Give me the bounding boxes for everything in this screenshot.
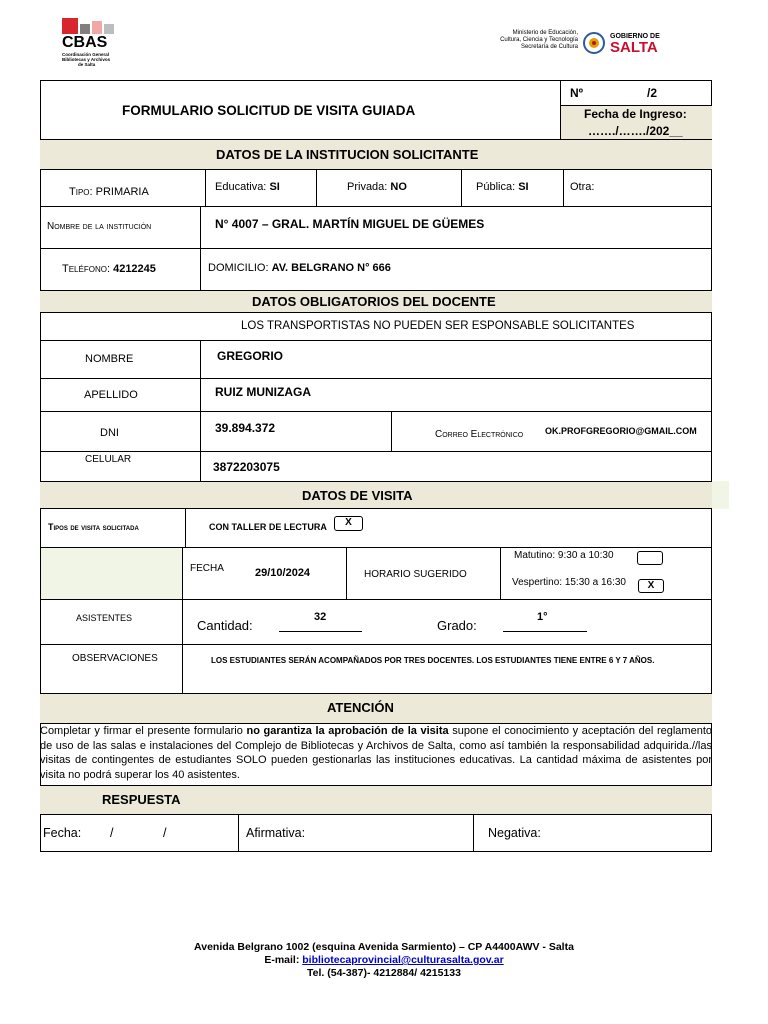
nombre-label: NOMBRE — [85, 353, 134, 365]
observaciones-value[interactable]: LOS ESTUDIANTES SERÁN ACOMPAÑADOS POR TRES DOCENTES. LOS ESTUDIANTES TIENE ENTRE 6 Y 7 AÑOS. — [211, 656, 655, 665]
cbas-subtitle-1: Coordinación General — [62, 52, 110, 57]
section-respuesta-title: RESPUESTA — [102, 792, 181, 807]
matutino-checkbox[interactable] — [637, 551, 663, 565]
apellido-label: APELLIDO — [84, 389, 138, 401]
horario-label: HORARIO SUGERIDO — [364, 569, 467, 580]
vespertino-label: Vespertino: 15:30 a 16:30 — [512, 577, 626, 588]
fecha-value[interactable]: 29/10/2024 — [255, 567, 311, 579]
cbas-logo — [62, 18, 122, 68]
asistentes-label: ASISTENTES — [76, 613, 133, 623]
telefono-field[interactable]: Teléfono: 4212245 — [62, 263, 156, 275]
privada-field[interactable]: Privada: NO — [347, 181, 407, 193]
publica-field[interactable]: Pública: SI — [476, 181, 529, 193]
footer-email-line: E-mail: bibliotecaprovincial@culturasalta.gov.ar — [264, 954, 504, 966]
gobierno-line-2: SALTA — [610, 39, 658, 56]
domicilio-field[interactable]: DOMICILIO: AV. BELGRANO N° 666 — [208, 262, 391, 274]
ministry-line-2: Cultura, Ciencia y Tecnología — [500, 37, 578, 43]
ministry-logo — [478, 30, 578, 60]
footer-email-link[interactable]: bibliotecaprovincial@culturasalta.gov.ar — [302, 954, 504, 966]
section-atencion-title: ATENCIÓN — [327, 700, 394, 715]
grado-label: Grado: — [437, 618, 477, 633]
salta-emblem-icon — [583, 30, 605, 56]
apellido-value[interactable]: RUIZ MUNIZAGA — [215, 385, 311, 399]
form-title: FORMULARIO SOLICITUD DE VISITA GUIADA — [122, 103, 416, 118]
footer-address: Avenida Belgrano 1002 (esquina Avenida Sarmiento) – CP A4400AWV - Salta — [194, 941, 574, 953]
respuesta-fecha-sep-1: / — [110, 826, 114, 840]
tipo-field: Tipo: PRIMARIA — [69, 186, 149, 198]
matutino-label: Matutino: 9:30 a 10:30 — [514, 550, 614, 561]
section-docente-title: DATOS OBLIGATORIOS DEL DOCENTE — [252, 294, 496, 309]
ministry-line-1: Ministerio de Educación, — [512, 30, 578, 36]
atencion-text: Completar y firmar el presente formulario no garantiza la aprobación de la visita supone el conocimiento y aceptación del reglamento de uso de las salas e instalaciones del Complejo de Bibliotecas y Archivos de Salta, como así también la responsabilidad adquirida.//las visitas de contingentes de estudiantes SOLO pueden gestionarlas las instituciones educativas. La cantidad máxima de asistentes por visita no podrá superar los 40 asistentes. — [40, 725, 712, 781]
ministry-line-3: Secretaría de Cultura — [520, 44, 578, 50]
respuesta-fecha-sep-2: / — [163, 826, 167, 840]
cbas-subtitle-3: de Salta — [78, 62, 96, 67]
educativa-field[interactable]: Educativa: SI — [215, 181, 280, 193]
correo-label: Correo Electrónico — [435, 429, 524, 440]
celular-value[interactable]: 3872203075 — [213, 460, 280, 474]
number-label: Nº — [570, 86, 584, 100]
nombre-value[interactable]: GREGORIO — [217, 349, 284, 363]
dni-label: DNI — [100, 427, 119, 439]
grado-value[interactable]: 1° — [537, 611, 548, 623]
section-visita-title: DATOS DE VISITA — [302, 488, 413, 503]
fecha-ingreso-value[interactable]: ……./……./202__ — [588, 124, 683, 138]
footer-tel: Tel. (54-387)- 4212884/ 4215133 — [307, 967, 461, 979]
taller-label: CON TALLER DE LECTURA — [209, 522, 327, 532]
fecha-ingreso-label: Fecha de Ingreso: — [584, 107, 687, 121]
negativa-label: Negativa: — [488, 826, 541, 840]
nombre-institucion-value[interactable]: N° 4007 – GRAL. MARTÍN MIGUEL DE GÜEMES — [215, 217, 485, 231]
cantidad-value[interactable]: 32 — [314, 611, 327, 623]
cbas-name: CBAS — [62, 34, 108, 51]
afirmativa-label: Afirmativa: — [246, 826, 306, 840]
fecha-label: FECHA — [190, 563, 224, 574]
vespertino-checkbox[interactable]: X — [638, 579, 664, 593]
observaciones-label: OBSERVACIONES — [72, 653, 158, 664]
tipos-visita-label: Tipos de visita solicitada — [48, 522, 139, 532]
dni-value[interactable]: 39.894.372 — [215, 421, 276, 435]
nombre-institucion-label: Nombre de la institución — [47, 221, 152, 232]
gobierno-line-1: GOBIERNO DE — [610, 33, 660, 40]
cbas-subtitle-2: Bibliotecas y Archivos — [62, 57, 111, 62]
taller-checkbox[interactable]: X — [334, 516, 363, 531]
section-institucion-title: DATOS DE LA INSTITUCION SOLICITANTE — [216, 147, 479, 162]
transportistas-notice: LOS TRANSPORTISTAS NO PUEDEN SER ESPONSABLE SOLICITANTES — [241, 320, 635, 332]
celular-label: CELULAR — [85, 454, 132, 465]
cantidad-label: Cantidad: — [197, 618, 253, 633]
otra-field[interactable]: Otra: — [570, 181, 595, 193]
number-suffix: /2 — [647, 86, 658, 100]
respuesta-fecha-label: Fecha: — [43, 826, 82, 840]
correo-value[interactable]: OK.PROFGREGORIO@GMAIL.COM — [545, 426, 697, 436]
